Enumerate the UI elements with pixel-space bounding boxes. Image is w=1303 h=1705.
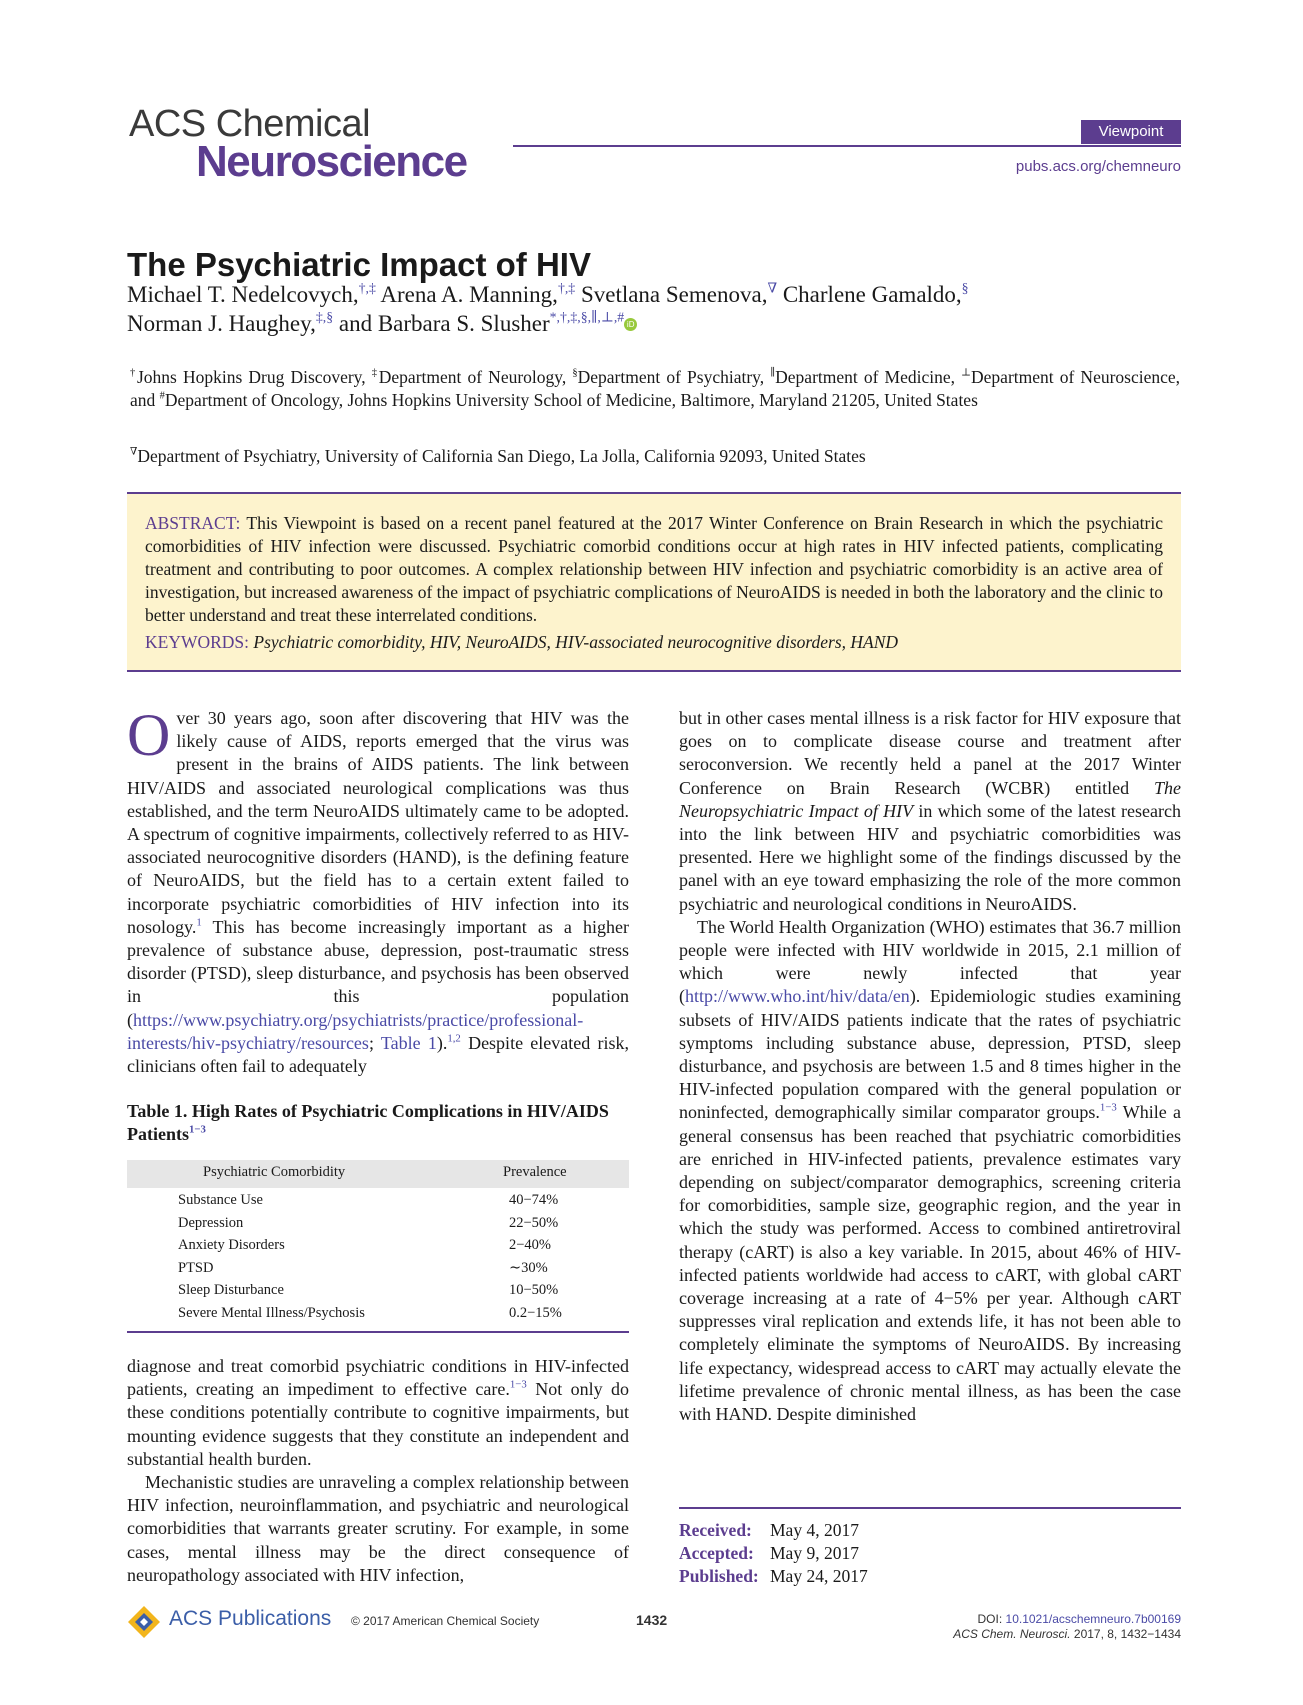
accepted-label: Accepted:	[679, 1543, 754, 1563]
affiliation-text: Department of Psychiatry,	[577, 367, 771, 387]
paragraph-text: ver 30 years ago, soon after discovering that HIV was the likely cause of AIDS, reports emerged that the virus was present in the brains of AIDS patients. The link between HIV/AIDS and associated neurological complications was thus established, and the term NeuroAIDS ultimately came to be adopted. A spectrum of cognitive impairments, collectively referred to as HIV-associated neurocognitive disorders (HAND), is the defining feature of NeuroAIDS, but the field has to a certain extent failed to incorporate psychiatric comorbidities of HIV infection into its nosology.	[127, 708, 629, 937]
table-link[interactable]: Table 1	[380, 1032, 437, 1053]
affiliation-text: Department of Neuroscience, and	[130, 367, 1181, 410]
reference-link[interactable]: 1−3	[509, 1378, 527, 1391]
affiliation-mark: †	[130, 367, 137, 379]
body-left-column-bottom	[127, 1355, 629, 1587]
page-number: 1432	[636, 1612, 668, 1628]
journal-name-line1: ACS Chemical	[129, 103, 371, 145]
body-left-column-top	[127, 702, 629, 1078]
paragraph-text: ;	[368, 1032, 381, 1053]
affiliation-text: Department of Psychiatry, University of California San Diego, La Jolla, California 92093, United States	[137, 446, 866, 466]
paragraph-text: ).	[436, 1032, 448, 1053]
body-right-column	[679, 707, 1181, 1426]
table-cell-condition: Sleep Disturbance	[178, 1282, 284, 1298]
published-date: May 24, 2017	[770, 1566, 868, 1586]
author-affiliation-marks: §	[961, 280, 969, 296]
table-cell-prevalence: 2−40%	[509, 1237, 552, 1253]
keywords-label: KEYWORDS:	[145, 632, 250, 652]
paragraph-text: Despite elevated risk, clinicians often fail to adequately	[127, 1032, 629, 1077]
table-bottom-rule	[127, 1331, 629, 1333]
author-name[interactable]: Michael T. Nedelcovych,	[127, 282, 359, 307]
paragraph: Mechanistic studies are unraveling a complex relationship between HIV infection, neuroinflammation, and psychiatric and neurological comorbidities that warrants greater scrutiny. For example, in some cases, mental illness may be the direct consequence of neuropathology associated with HIV infection,	[127, 1472, 629, 1585]
abstract-box	[127, 492, 1181, 672]
copyright: © 2017 American Chemical Society	[351, 1614, 540, 1628]
affiliation-text: Department of Oncology, Johns Hopkins University School of Medicine, Baltimore, Maryland 21205, United States	[164, 390, 978, 410]
paragraph-text: but in other cases mental illness is a risk factor for HIV exposure that goes on to complicate disease course and treatment after seroconversion. We recently held a panel at the 2017 Winter Conference on Brain Research (WCBR) entitled	[679, 708, 1181, 798]
received-label: Received:	[679, 1520, 752, 1540]
abstract	[145, 512, 1163, 627]
paragraph-text: in which some of the latest research into the link between HIV and psychiatric comorbidities was presented. Here we highlight some of the findings discussed by the panel with an eye toward emphasizing the role of the more common psychiatric and neurological conditions in NeuroAIDS.	[679, 800, 1181, 914]
affiliation-mark: ⊥	[961, 367, 972, 379]
reference-link[interactable]: 1,2	[447, 1032, 461, 1045]
orcid-icon[interactable]: iD	[624, 318, 637, 331]
table-cell-condition: Severe Mental Illness/Psychosis	[178, 1305, 365, 1321]
keywords-list: Psychiatric comorbidity, HIV, NeuroAIDS, HIV-associated neurocognitive disorders, HAND	[253, 632, 899, 652]
external-link[interactable]: https://www.psychiatry.org/psychiatrists/practice/professional-interests/hiv-psychiatry/resources	[127, 1009, 584, 1053]
history-divider	[679, 1507, 1181, 1509]
author-name[interactable]: and Barbara S. Slusher	[333, 311, 550, 336]
table-caption	[127, 1100, 629, 1146]
author-affiliation-marks: †,‡	[358, 280, 376, 296]
author-affiliation-marks: ‡,§	[315, 309, 334, 325]
author-name[interactable]: Svetlana Semenova,	[575, 282, 768, 307]
author-line-1	[127, 280, 969, 309]
reference-link[interactable]: 1−3	[189, 1123, 206, 1136]
paper-title: The Psychiatric Impact of HIV	[127, 246, 591, 283]
author-name[interactable]: Norman J. Haughey,	[127, 311, 316, 336]
table-header-condition: Psychiatric Comorbidity	[203, 1164, 346, 1180]
affiliation-mark: ‡	[371, 367, 379, 379]
affiliation-mark: #	[159, 390, 165, 402]
table-cell-condition: Anxiety Disorders	[178, 1237, 285, 1253]
article-type-badge: Viewpoint	[1081, 120, 1181, 144]
table-cell-condition: Substance Use	[178, 1192, 263, 1208]
header-divider	[513, 145, 1181, 147]
paragraph-text: diagnose and treat comorbid psychiatric conditions in HIV-infected patients, creating an impediment to effective care.	[127, 1356, 629, 1400]
author-name[interactable]: Arena A. Manning,	[375, 282, 558, 307]
table-cell-prevalence: 22−50%	[509, 1215, 559, 1231]
abstract-text: This Viewpoint is based on a recent panel featured at the 2017 Winter Conference on Brain Research in which the psychiatric comorbidities of HIV infection were discussed. Psychiatric comorbid conditions occur at high rates in HIV infected patients, complicating treatment and contributing to poor outcomes. A complex relationship between HIV infection and psychiatric comorbidity is an active area of investigation, but increased awareness of the impact of psychiatric complications of NeuroAIDS is needed in both the laboratory and the clinic to better understand and treat these interrelated conditions.	[145, 513, 1163, 625]
drop-cap: O	[127, 702, 171, 768]
affiliation-block-1	[130, 366, 1180, 412]
abstract-label: ABSTRACT:	[145, 513, 241, 533]
received-date: May 4, 2017	[770, 1520, 859, 1540]
external-link[interactable]: http://www.who.int/hiv/data/en	[685, 986, 910, 1007]
acs-logo-icon	[126, 1604, 162, 1640]
reference-link[interactable]: 1	[196, 916, 202, 929]
paragraph-text: This has become increasingly important as a higher prevalence of substance abuse, depression, post-traumatic stress disorder (PTSD), sleep disturbance, and psychosis has been observed in this population (	[127, 916, 629, 1030]
keywords	[145, 631, 1163, 654]
panel-title: The Neuropsychiatric Impact of HIV	[679, 777, 1181, 821]
table-cell-prevalence: 10−50%	[509, 1282, 559, 1298]
doi-label: DOI:	[977, 1612, 1006, 1626]
publisher-name[interactable]: ACS Publications	[169, 1607, 332, 1630]
doi-citation	[880, 1612, 1181, 1642]
paragraph-text: The World Health Organization (WHO) estimates that 36.7 million people were infected with HIV worldwide in 2015, 2.1 million of which were newly infected that year (	[679, 916, 1181, 1007]
affiliation-text: Johns Hopkins Drug Discovery,	[137, 367, 372, 387]
table-cell-prevalence: 0.2−15%	[509, 1305, 562, 1321]
table-header-prevalence: Prevalence	[503, 1164, 567, 1180]
journal-url-link[interactable]: pubs.acs.org/chemneuro	[1015, 158, 1181, 175]
reference-link[interactable]: 1−3	[1099, 1101, 1117, 1114]
table-cell-prevalence: ∼30%	[509, 1260, 548, 1276]
affiliation-mark: §	[572, 367, 578, 379]
citation-journal: ACS Chem. Neurosci.	[953, 1627, 1071, 1641]
author-affiliation-marks: †,‡	[557, 280, 576, 296]
citation-details: 2017, 8, 1432−1434	[1070, 1627, 1181, 1641]
author-name[interactable]: Charlene Gamaldo,	[777, 282, 962, 307]
paragraph-text: Not only do these conditions potentially contribute to cognitive impairments, but mounting evidence suggests that they constitute an independent and substantial health burden.	[127, 1379, 629, 1469]
table-cell-prevalence: 40−74%	[509, 1192, 559, 1208]
author-affiliation-marks: ∇	[767, 280, 778, 296]
author-line-2	[127, 309, 637, 338]
doi-link[interactable]: 10.1021/acschemneuro.7b00169	[1005, 1612, 1181, 1626]
affiliation-mark: ∥	[770, 367, 776, 379]
table-cell-condition: Depression	[178, 1215, 244, 1231]
journal-name-line2: Neuroscience	[196, 137, 467, 186]
published-label: Published:	[679, 1566, 759, 1586]
author-affiliation-marks: *,†,‡,§,∥,⊥,#	[549, 309, 625, 325]
affiliation-block-2	[130, 445, 1180, 468]
affiliation-text: Department of Neurology,	[378, 367, 573, 387]
affiliation-text: Department of Medicine,	[775, 367, 962, 387]
accepted-date: May 9, 2017	[770, 1543, 859, 1563]
paragraph-text: While a general consensus has been reached that psychiatric comorbidities are enriched in HIV-infected patients, prevalence estimates vary depending on subject/comparator demographics, screening criteria for comorbidities, sample size, geographic region, and the year in which the study was performed. Access to combined antiretroviral therapy (cART) is also a key variable. In 2015, about 46% of HIV-infected patients worldwide had access to cART, with global cART coverage increasing at a rate of 4−5% per year. Although cART suppresses viral replication and extends life, it has not been able to completely eliminate the symptoms of NeuroAIDS. By increasing life expectancy, widespread access to cART may actually elevate the lifetime prevalence of chronic mental illness, as has been the case with HAND. Despite diminished	[679, 1102, 1181, 1425]
paragraph-text: ). Epidemiologic studies examining subsets of HIV/AIDS patients indicate that the rates of psychiatric symptoms including substance abuse, depression, PTSD, sleep disturbance, and psychosis are between 1.5 and 8 times higher in the HIV-infected population compared with the general population or noninfected, demographically similar comparator groups.	[679, 986, 1181, 1123]
table-cell-condition: PTSD	[178, 1260, 214, 1276]
table-caption-text: Table 1. High Rates of Psychiatric Complications in HIV/AIDS Patients	[127, 1101, 609, 1144]
affiliation-mark: ∇	[130, 446, 138, 458]
